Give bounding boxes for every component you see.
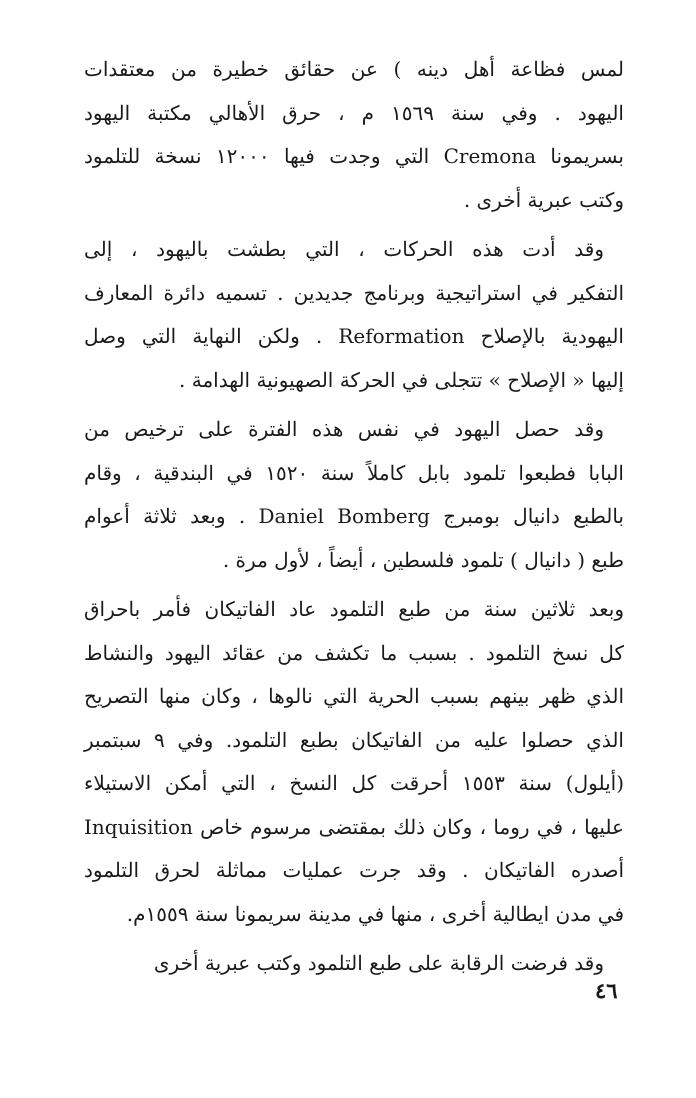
body-text	[84, 48, 624, 986]
text-line: عليها ، في روما ، وكان ذلك بمقتضى مرسوم خاص Inquisition	[84, 814, 624, 839]
text-line: وبعد ثلاثين سنة من طبع التلمود عاد الفاتيكان فأمر باحراق	[84, 597, 624, 621]
text-line: كل نسخ التلمود . بسبب ما تكشف من عقائد اليهود والنشاط	[84, 640, 624, 665]
text-line: وكتب عبرية أخرى .	[463, 187, 624, 212]
text-line: اليهود . وفي سنة ١٥٦٩ م ، حرق الأهالي مكتبة اليهود	[84, 100, 624, 125]
text-line: بالطبع دانيال بومبرج Daniel Bomberg . وبعد ثلاثة أعوام	[84, 504, 624, 528]
page-number: ٤٦	[595, 978, 618, 1003]
text-line: البابا فطبعوا تلمود بابل كاملاً سنة ١٥٢٠ في البندقية ، وقام	[84, 460, 624, 485]
paragraph	[84, 48, 624, 222]
text-line: وقد أدت هذه الحركات ، التي بطشت باليهود ، إلى	[84, 237, 604, 261]
text-line: اليهودية بالإصلاح Reformation . ولكن النهاية التي وصل	[84, 324, 624, 348]
paragraph	[84, 588, 624, 936]
text-line: الذي ظهر بينهم بسبب الحرية التي نالوها ، وكان منها التصريح	[84, 684, 624, 708]
text-line: لمس فظاعة أهل دينه ) عن حقائق خطيرة من معتقدات	[84, 57, 624, 81]
text-line: التفكير في استراتيجية وبرنامج جديدين . تسميه دائرة المعارف	[84, 280, 624, 305]
text-line: الذي حصلوا عليه من الفاتيكان بطبع التلمود. وفي ٩ سبتمبر	[84, 727, 624, 752]
text-line: وقد حصل اليهود في نفس هذه الفترة على ترخيص من	[84, 417, 604, 441]
paragraph	[84, 942, 624, 986]
text-line: أصدره الفاتيكان . وقد جرت عمليات مماثلة لحرق التلمود	[84, 858, 624, 882]
text-line: وقد فرضت الرقابة على طبع التلمود وكتب عبرية أخرى	[153, 951, 604, 975]
text-line: (أيلول) سنة ١٥٥٣ أحرقت كل النسخ ، التي أمكن الاستيلاء	[84, 771, 624, 795]
paragraph	[84, 408, 624, 582]
paragraph	[84, 228, 624, 402]
text-line: طبع ( دانيال ) تلمود فلسطين ، أيضاً ، لأول مرة .	[222, 547, 624, 572]
text-line: بسريمونا Cremona التي وجدت فيها ١٢٠٠٠ نسخة للتلمود	[84, 144, 624, 168]
text-line: في مدن ايطالية أخرى ، منها في مدينة سريمونا سنة ١٥٥٩م.	[126, 901, 624, 926]
text-line: إليها « الإصلاح » تتجلى في الحركة الصهيونية الهدامة .	[179, 367, 624, 392]
